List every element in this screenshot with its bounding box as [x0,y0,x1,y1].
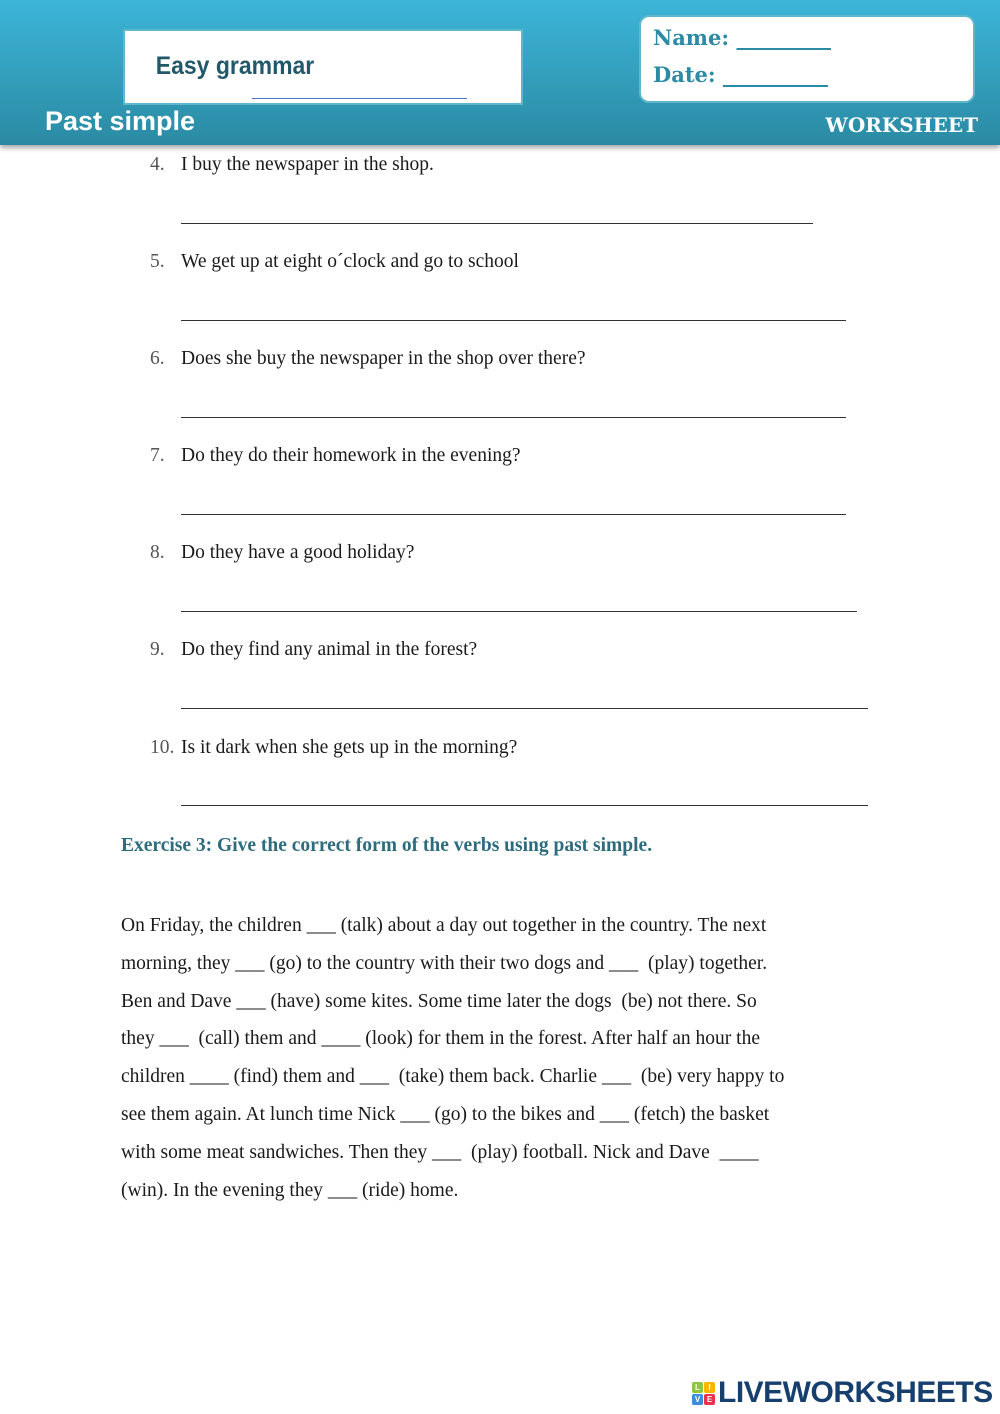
answer-line[interactable] [181,611,857,612]
worksheet-title: Easy grammar [155,52,315,80]
question-number: 6. [150,348,165,369]
exercise-3-paragraph [121,907,784,1209]
worksheet-label: WORKSHEET [825,113,978,137]
question-text: Do they find any animal in the forest? [181,639,478,660]
question-number: 9. [150,639,165,660]
question-item [150,639,477,661]
answer-line[interactable] [181,805,868,806]
question-item [150,542,414,564]
question-text: Is it dark when she gets up in the morning? [181,737,518,758]
question-item [150,154,434,176]
question-text: We get up at eight o´clock and go to school [181,251,519,272]
paragraph-line[interactable]: morning, they ___ (go) to the country with their two dogs and ___ (play) together. [121,952,768,974]
paragraph-line[interactable]: with some meat sandwiches. Then they ___ (play) football. Nick and Dave ____ [121,1141,759,1163]
exercise-3-heading: Exercise 3: Give the correct form of the verbs using past simple. [121,835,653,856]
answer-line[interactable] [181,514,846,515]
paragraph-line[interactable]: children ____ (find) them and ___ (take) them back. Charlie ___ (be) very happy to [121,1066,785,1088]
title-underline [252,98,467,99]
question-item [150,251,519,273]
logo-tiles-icon [692,1382,715,1405]
question-item [150,737,517,759]
tile: I [704,1382,715,1393]
liveworksheets-logo [692,1376,993,1410]
question-text: I buy the newspaper in the shop. [181,154,434,175]
question-item [150,445,521,467]
paragraph-line[interactable]: Ben and Dave ___ (have) some kites. Some time later the dogs (be) not there. So [121,990,757,1012]
name-field[interactable]: Name: _________ [653,25,831,50]
tile: L [692,1382,703,1393]
paragraph-line[interactable]: (win). In the evening they ___ (ride) home. [121,1179,459,1201]
paragraph-line[interactable]: On Friday, the children ___ (talk) about a day out together in the country. The next [121,915,767,936]
question-text: Do they have a good holiday? [181,542,415,563]
answer-line[interactable] [181,223,813,224]
date-field[interactable]: Date: __________ [653,62,828,87]
answer-line[interactable] [181,417,846,418]
question-text: Does she buy the newspaper in the shop over there? [181,348,586,369]
question-number: 8. [150,542,165,563]
question-item [150,348,586,370]
question-number: 7. [150,445,165,466]
question-number: 5. [150,251,165,272]
tile: E [704,1394,715,1405]
question-number: 4. [150,154,165,175]
paragraph-line[interactable]: see them again. At lunch time Nick ___ (go) to the bikes and ___ (fetch) the basket [121,1103,770,1125]
logo-text: LIVEWORKSHEETS [718,1376,993,1409]
answer-line[interactable] [181,708,868,709]
question-number: 10. [150,737,175,758]
tile: V [692,1394,703,1405]
question-text: Do they do their homework in the evening? [181,445,521,466]
paragraph-line[interactable]: they ___ (call) them and ____ (look) for them in the forest. After half an hour the [121,1028,760,1050]
answer-line[interactable] [181,320,846,321]
topic-subtitle: Past simple [45,106,196,136]
